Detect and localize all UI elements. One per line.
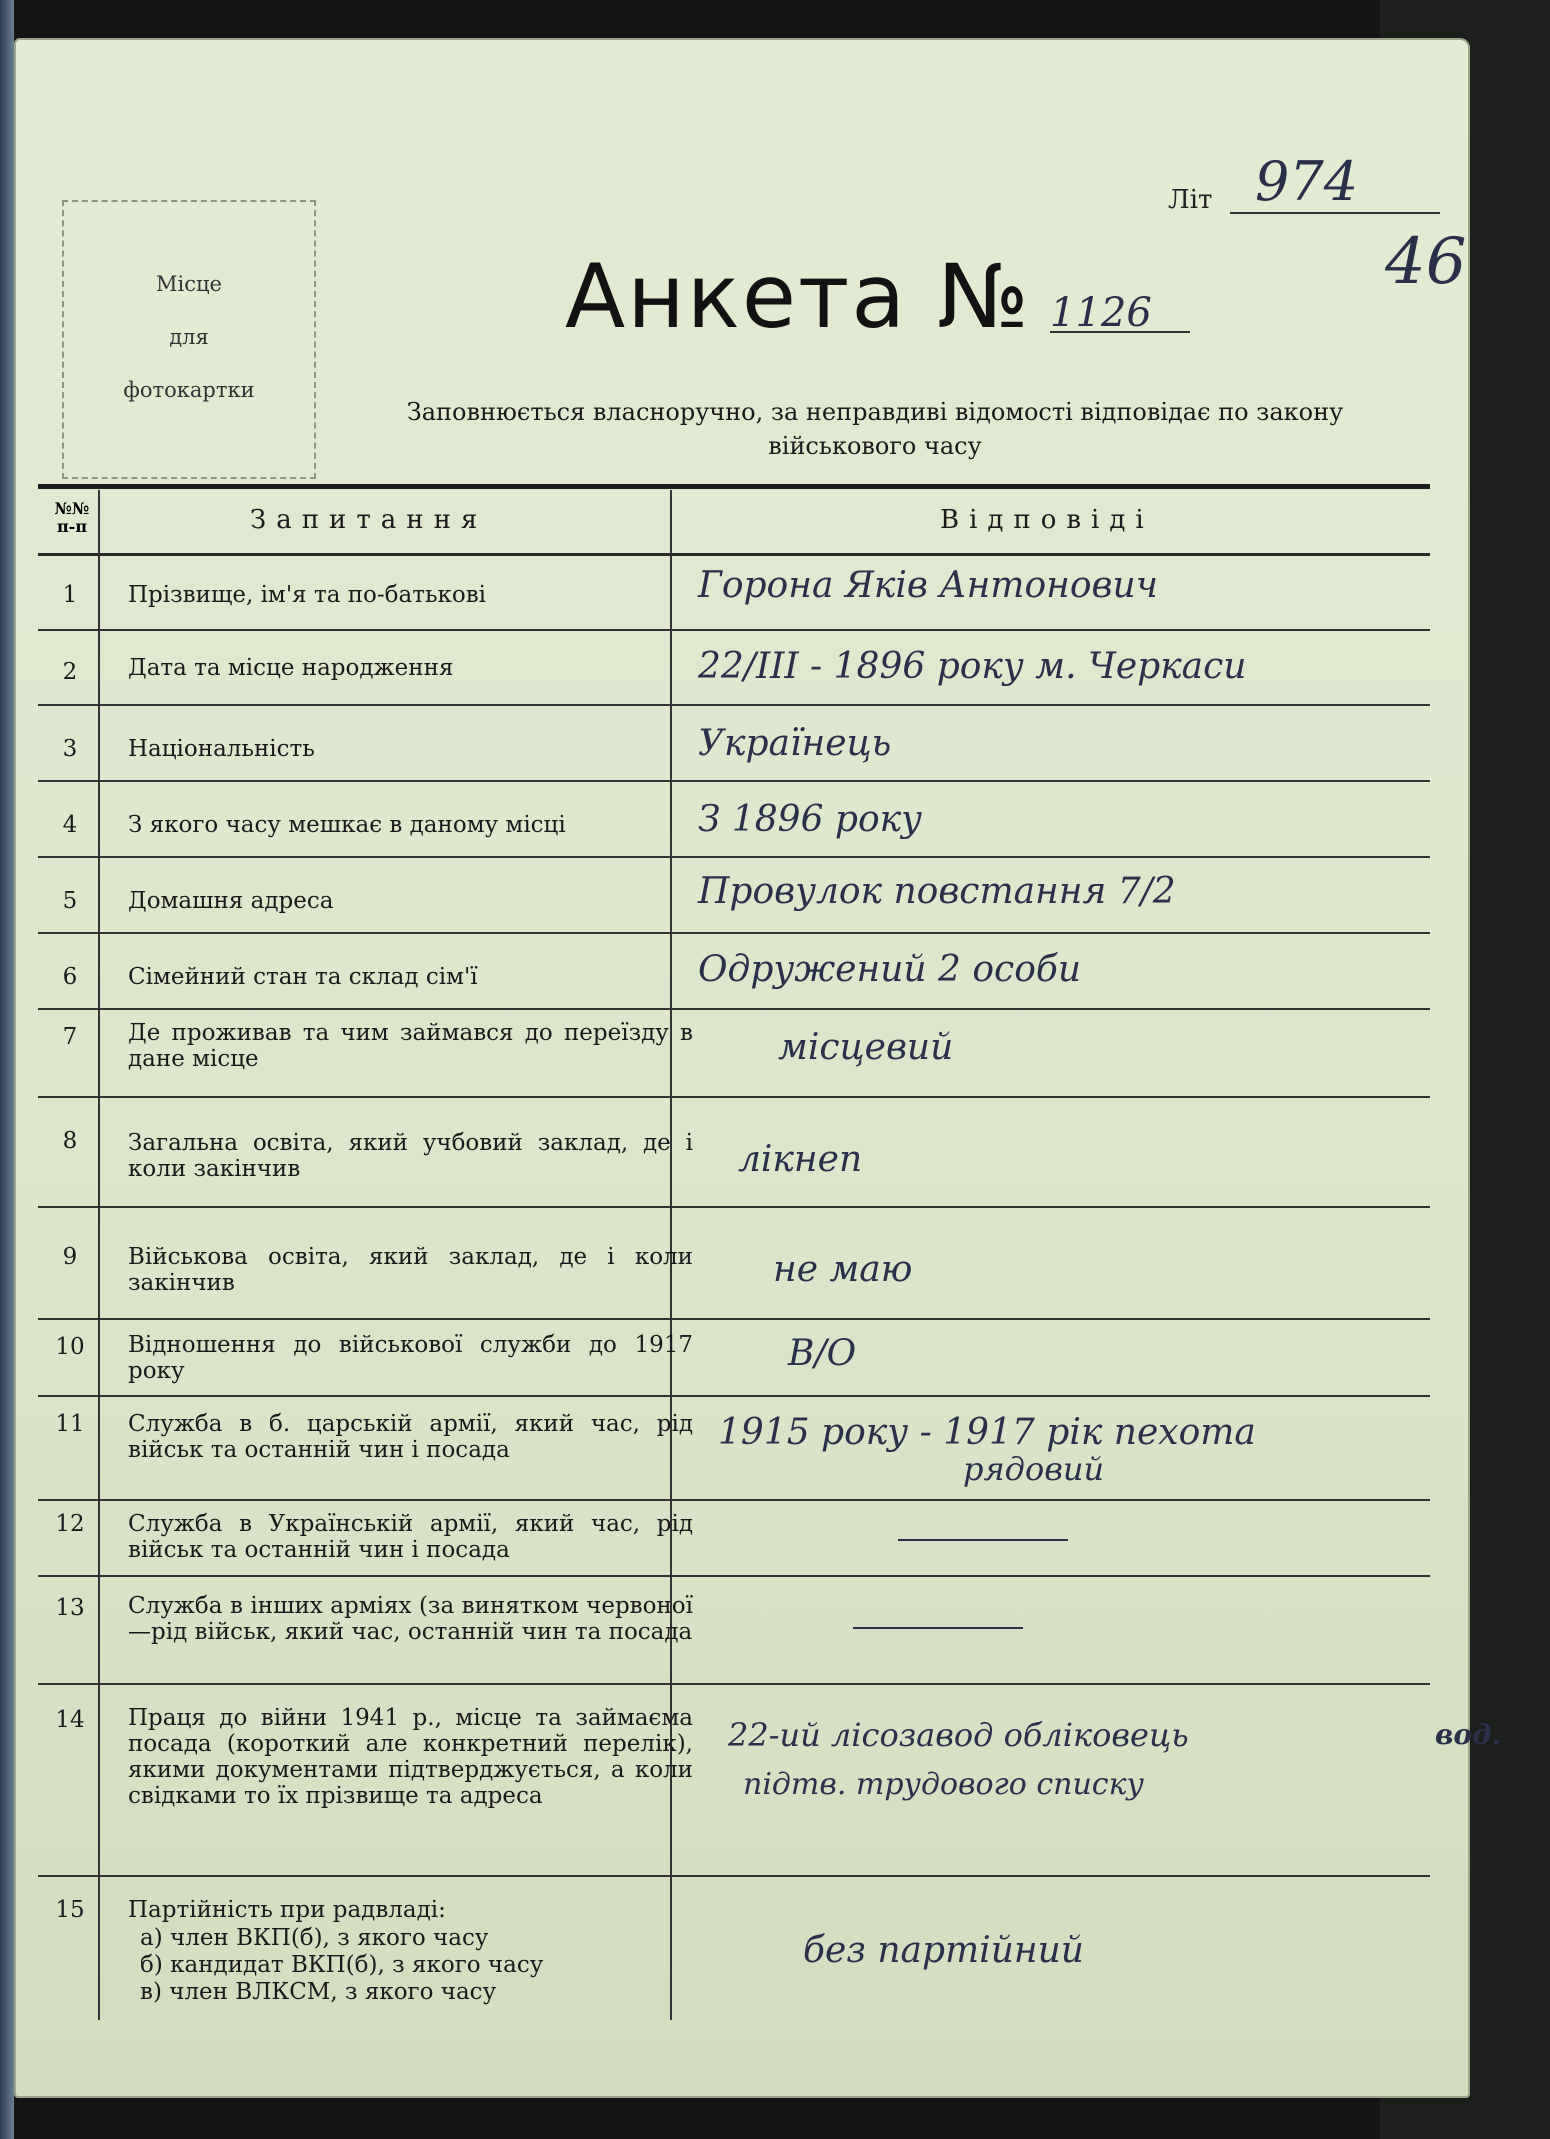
table-row xyxy=(38,1208,1430,1320)
row-number: 2 xyxy=(62,659,78,685)
row-question: Військова освіта, який заклад, де і коли закінчив xyxy=(128,1244,693,1296)
row-question-item: б) кандидат ВКП(б), з якого часу xyxy=(140,1952,544,1978)
row-number: 7 xyxy=(62,1024,78,1050)
row-answer: без партійний xyxy=(803,1930,1084,1971)
subtitle-line-2: військового часу xyxy=(768,432,982,460)
row-number: 1 xyxy=(62,582,78,608)
row-number: 8 xyxy=(62,1128,78,1154)
row-answer-dash xyxy=(898,1539,1068,1541)
table-row xyxy=(38,934,1430,1010)
row-answer: не маю xyxy=(773,1249,913,1290)
row-question: Відношення до військової служби до 1917 року xyxy=(128,1332,693,1384)
row-question: З якого часу мешкає в даному місці xyxy=(128,812,566,838)
table-row xyxy=(38,1577,1430,1685)
row-question: Національність xyxy=(128,736,315,762)
row-question: Служба в Українській армії, який час, рід військ та останній чин і посада xyxy=(128,1511,693,1563)
row-question: Праця до війни 1941 р., місце та займаєма посада (короткий але конкретний перелік), якими документами підтверджується, а коли свідками то їх прізвище та адреса xyxy=(128,1705,693,1809)
subtitle-line-1: Заповнюється власноручно, за неправдиві відомості відповідає по закону xyxy=(406,398,1344,426)
table-row xyxy=(38,1501,1430,1577)
col-header-number: №№ п-п xyxy=(54,499,90,536)
row-question: Де проживав та чим займався до переїзду в дане місце xyxy=(128,1020,693,1072)
form-title: Анкета № xyxy=(565,245,1031,348)
side-number: 46 xyxy=(1385,225,1467,299)
col-header-question: Запитання xyxy=(250,505,488,535)
form-number: 1126 xyxy=(1050,290,1152,336)
row-number: 3 xyxy=(62,736,78,762)
lit-value: 974 xyxy=(1255,150,1359,213)
row-answer: Провулок повстання 7/2 xyxy=(698,871,1176,912)
form-number-line xyxy=(1050,331,1190,333)
row-question: Служба в інших арміях (за винятком червоної—рід військ, який час, останній чин та посада xyxy=(128,1593,693,1645)
row-answer: місцевий xyxy=(778,1027,954,1068)
row-number: 10 xyxy=(55,1334,85,1360)
row-number: 11 xyxy=(55,1411,85,1437)
book-spine xyxy=(0,0,14,2139)
table-row xyxy=(38,556,1430,631)
margin-note: вод. xyxy=(1435,1718,1502,1751)
table-row xyxy=(38,1877,1430,2020)
row-answer: 22/ІІІ - 1896 року м. Черкаси xyxy=(698,646,1247,687)
photo-label-3: фотокартки xyxy=(123,378,255,402)
row-answer: Горона Яків Антонович xyxy=(698,565,1159,606)
col-header-answer: Відповіді xyxy=(940,505,1154,535)
row-question-item: а) член ВКП(б), з якого часу xyxy=(140,1925,489,1951)
row-question: Прізвище, ім'я та по-батькові xyxy=(128,582,486,608)
row-number: 12 xyxy=(55,1511,85,1537)
table-row xyxy=(38,1098,1430,1208)
row-answer: Одружений 2 особи xyxy=(698,949,1082,990)
row-answer: З 1896 року xyxy=(698,799,923,840)
row-question-item: в) член ВЛКСМ, з якого часу xyxy=(140,1979,497,2005)
row-number: 15 xyxy=(55,1897,85,1923)
row-answer: 1915 року - 1917 рік пехота xyxy=(718,1412,1256,1453)
row-answer: 22-ий лісозавод обліковець xyxy=(728,1716,1189,1754)
photo-label-2: для xyxy=(169,325,209,349)
row-question: Загальна освіта, який учбовий заклад, де і коли закінчив xyxy=(128,1130,693,1182)
table-row xyxy=(38,1320,1430,1397)
table-row xyxy=(38,706,1430,782)
row-question: Сімейний стан та склад сім'ї xyxy=(128,964,478,990)
table-row xyxy=(38,631,1430,706)
row-number: 14 xyxy=(55,1707,85,1733)
row-question: Домашня адреса xyxy=(128,888,334,914)
row-number: 5 xyxy=(62,888,78,914)
row-answer: Українець xyxy=(698,723,892,764)
row-number: 9 xyxy=(62,1244,78,1270)
row-answer-dash xyxy=(853,1627,1023,1629)
lit-label: Літ xyxy=(1168,185,1213,215)
table-top-rule xyxy=(38,484,1430,489)
row-number: 6 xyxy=(62,964,78,990)
row-answer-2: рядовий xyxy=(963,1450,1105,1488)
table-row xyxy=(38,1010,1430,1098)
row-number: 13 xyxy=(55,1595,85,1621)
row-question: Дата та місце народження xyxy=(128,655,454,681)
photo-box xyxy=(62,200,316,479)
row-number: 4 xyxy=(62,812,78,838)
table-row xyxy=(38,1685,1430,1877)
row-answer: лікнеп xyxy=(738,1139,863,1180)
row-answer-2: підтв. трудового списку xyxy=(743,1767,1144,1802)
photo-label-1: Місце xyxy=(156,272,222,296)
table-row xyxy=(38,858,1430,934)
row-question: Партійність при радвладі: xyxy=(128,1897,446,1923)
row-answer: В/О xyxy=(788,1333,857,1374)
table-row xyxy=(38,1397,1430,1501)
table-row xyxy=(38,782,1430,858)
row-question: Служба в б. царській армії, який час, рід військ та останній чин і посада xyxy=(128,1411,693,1463)
